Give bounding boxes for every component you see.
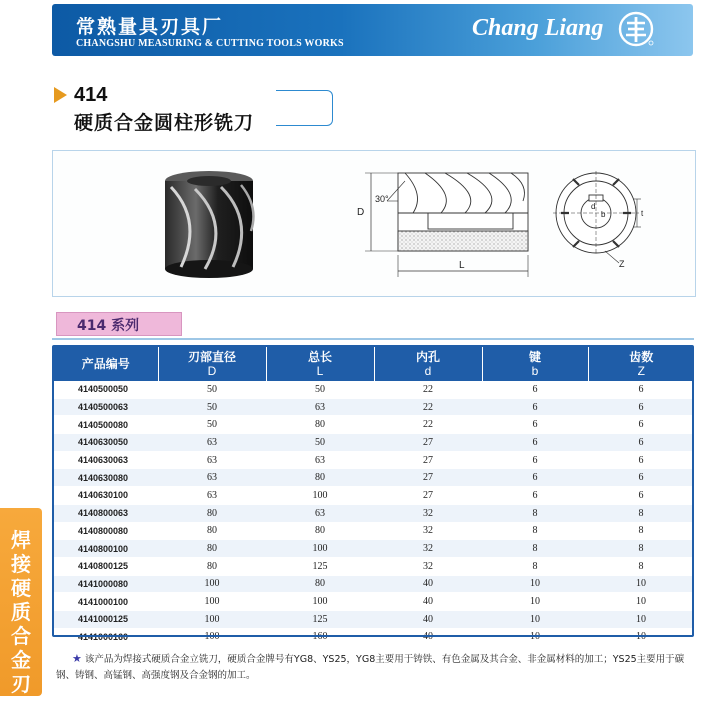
table-row bbox=[54, 522, 694, 540]
table-cell: 80 bbox=[266, 469, 374, 487]
table-cell: 32 bbox=[374, 504, 482, 522]
table-cell: 50 bbox=[158, 381, 266, 398]
product-code-cell: 4141000080 bbox=[54, 575, 158, 593]
table-row bbox=[54, 540, 694, 558]
table-cell: 6 bbox=[588, 487, 694, 505]
table-cell: 8 bbox=[588, 522, 694, 540]
table-cell: 6 bbox=[588, 469, 694, 487]
table-header-row bbox=[54, 347, 694, 381]
table-cell: 6 bbox=[588, 451, 694, 469]
product-code-cell: 4140630050 bbox=[54, 434, 158, 452]
table-cell: 100 bbox=[266, 593, 374, 611]
table-cell: 6 bbox=[588, 416, 694, 434]
table-cell: 6 bbox=[588, 398, 694, 416]
table-cell: 80 bbox=[266, 416, 374, 434]
table-row bbox=[54, 575, 694, 593]
header-length: 总长 L bbox=[266, 347, 374, 381]
table-cell: 50 bbox=[266, 434, 374, 452]
table-cell: 22 bbox=[374, 398, 482, 416]
table-cell: 8 bbox=[482, 504, 588, 522]
header-product-code: 产品编号 bbox=[54, 347, 158, 381]
table-cell: 6 bbox=[482, 416, 588, 434]
product-code-cell: 4140630100 bbox=[54, 487, 158, 505]
table-cell: 32 bbox=[374, 540, 482, 558]
table-cell: 125 bbox=[266, 557, 374, 575]
table-cell: 40 bbox=[374, 593, 482, 611]
table-cell: 50 bbox=[158, 416, 266, 434]
table-cell: 10 bbox=[482, 593, 588, 611]
table-row bbox=[54, 416, 694, 434]
product-code-cell: 4141000160 bbox=[54, 628, 158, 646]
table-cell: 63 bbox=[266, 451, 374, 469]
product-code-cell: 4140800080 bbox=[54, 522, 158, 540]
table-cell: 6 bbox=[482, 451, 588, 469]
table-cell: 8 bbox=[482, 540, 588, 558]
table-cell: 27 bbox=[374, 487, 482, 505]
header-diameter: 刃部直径 D bbox=[158, 347, 266, 381]
dim-Z-label: Z bbox=[619, 259, 625, 269]
table-cell: 100 bbox=[158, 628, 266, 646]
dim-D-label: D bbox=[357, 207, 365, 218]
table-cell: 6 bbox=[482, 434, 588, 452]
table-row bbox=[54, 381, 694, 398]
table-cell: 100 bbox=[266, 487, 374, 505]
category-label: 焊接硬质合金刃具 bbox=[11, 528, 31, 720]
table-row bbox=[54, 504, 694, 522]
footnote bbox=[56, 651, 696, 684]
table-cell: 100 bbox=[158, 575, 266, 593]
model-number: 414 bbox=[74, 84, 108, 106]
table-row bbox=[54, 610, 694, 628]
table-cell: 10 bbox=[588, 593, 694, 611]
table-cell: 8 bbox=[588, 557, 694, 575]
table-cell: 6 bbox=[588, 381, 694, 398]
angle-label: 30° bbox=[375, 194, 389, 204]
table-cell: 6 bbox=[482, 469, 588, 487]
table-cell: 10 bbox=[588, 628, 694, 646]
table-cell: 63 bbox=[158, 434, 266, 452]
table-cell: 63 bbox=[158, 451, 266, 469]
product-code-cell: 4140500050 bbox=[54, 381, 158, 398]
dim-t-label: t bbox=[641, 209, 644, 218]
table-cell: 63 bbox=[158, 487, 266, 505]
table-cell: 8 bbox=[588, 504, 694, 522]
table-row bbox=[54, 434, 694, 452]
header-teeth: 齿数 Z bbox=[588, 347, 694, 381]
table-cell: 27 bbox=[374, 434, 482, 452]
table-cell: 8 bbox=[588, 540, 694, 558]
table-cell: 22 bbox=[374, 416, 482, 434]
product-code-cell: 4141000125 bbox=[54, 610, 158, 628]
brand-logo-icon bbox=[618, 11, 654, 47]
title-arrow-icon bbox=[54, 87, 67, 103]
cutter-photo bbox=[165, 171, 253, 278]
dim-d-label: d bbox=[591, 202, 596, 211]
table-cell: 80 bbox=[158, 504, 266, 522]
dim-b-label: b bbox=[601, 210, 606, 219]
table-cell: 50 bbox=[158, 398, 266, 416]
product-code-cell: 4140500080 bbox=[54, 416, 158, 434]
product-code-cell: 4140800125 bbox=[54, 557, 158, 575]
side-view-drawing bbox=[365, 173, 528, 277]
table-row bbox=[54, 398, 694, 416]
product-code-cell: 4140630080 bbox=[54, 469, 158, 487]
company-name-en: CHANGSHU MEASURING & CUTTING TOOLS WORKS bbox=[76, 38, 344, 49]
header-bore: 内孔 d bbox=[374, 347, 482, 381]
table-cell: 10 bbox=[482, 628, 588, 646]
table-cell: 125 bbox=[266, 610, 374, 628]
header-key: 键 b bbox=[482, 347, 588, 381]
table-row bbox=[54, 451, 694, 469]
table-cell: 100 bbox=[158, 593, 266, 611]
table-cell: 8 bbox=[482, 557, 588, 575]
product-code-cell: 4140800063 bbox=[54, 504, 158, 522]
dim-L-label: L bbox=[459, 260, 465, 271]
table-cell: 63 bbox=[266, 398, 374, 416]
product-code-cell: 4140800100 bbox=[54, 540, 158, 558]
category-side-tab[interactable] bbox=[0, 508, 42, 720]
product-code-cell: 4141000100 bbox=[54, 593, 158, 611]
table-cell: 40 bbox=[374, 610, 482, 628]
table-cell: 40 bbox=[374, 628, 482, 646]
table-cell: 27 bbox=[374, 451, 482, 469]
company-name-cn: 常熟量具刃具厂 bbox=[76, 16, 224, 38]
series-divider bbox=[52, 338, 694, 340]
table-cell: 80 bbox=[158, 557, 266, 575]
table-cell: 100 bbox=[158, 610, 266, 628]
table-cell: 160 bbox=[266, 628, 374, 646]
drawing-panel bbox=[52, 150, 696, 297]
table-row bbox=[54, 557, 694, 575]
table-cell: 27 bbox=[374, 469, 482, 487]
table-cell: 10 bbox=[482, 575, 588, 593]
table-row bbox=[54, 628, 694, 646]
end-view-drawing bbox=[553, 171, 641, 263]
series-label: 414 系列 bbox=[77, 318, 140, 334]
table-cell: 22 bbox=[374, 381, 482, 398]
table-cell: 32 bbox=[374, 522, 482, 540]
table-cell: 80 bbox=[266, 522, 374, 540]
table-cell: 32 bbox=[374, 557, 482, 575]
brand-name: Chang Liang bbox=[472, 15, 604, 41]
table-cell: 10 bbox=[482, 610, 588, 628]
product-code-cell: 4140630063 bbox=[54, 451, 158, 469]
product-code-cell: 4140500063 bbox=[54, 398, 158, 416]
table-cell: 8 bbox=[482, 522, 588, 540]
header-banner bbox=[52, 4, 693, 56]
table-row bbox=[54, 487, 694, 505]
table-cell: 6 bbox=[482, 487, 588, 505]
table-cell: 63 bbox=[158, 469, 266, 487]
table-cell: 63 bbox=[266, 504, 374, 522]
table-cell: 40 bbox=[374, 575, 482, 593]
footnote-text: 该产品为焊接式硬质合金立铣刀，硬质合金牌号有YG8、YS25，YG8主要用于铸铁、有色金属及其合金、非金属材料的加工；YS25主要用于碳钢、铸钢、高锰钢、高强度钢及合金钢的加工。 bbox=[56, 654, 685, 681]
title-bracket bbox=[276, 90, 333, 126]
spec-table bbox=[54, 347, 694, 646]
table-cell: 6 bbox=[482, 398, 588, 416]
technical-drawing bbox=[53, 151, 695, 296]
table-cell: 80 bbox=[158, 540, 266, 558]
table-cell: 80 bbox=[158, 522, 266, 540]
table-cell: 50 bbox=[266, 381, 374, 398]
series-tab bbox=[56, 312, 182, 336]
table-cell: 6 bbox=[588, 434, 694, 452]
table-cell: 10 bbox=[588, 575, 694, 593]
star-icon: ★ bbox=[72, 652, 82, 665]
table-cell: 6 bbox=[482, 381, 588, 398]
table-row bbox=[54, 469, 694, 487]
page-title: 硬质合金圆柱形铣刀 bbox=[74, 112, 255, 134]
table-cell: 100 bbox=[266, 540, 374, 558]
table-row bbox=[54, 593, 694, 611]
table-body bbox=[54, 381, 694, 646]
table-cell: 80 bbox=[266, 575, 374, 593]
table-cell: 10 bbox=[588, 610, 694, 628]
